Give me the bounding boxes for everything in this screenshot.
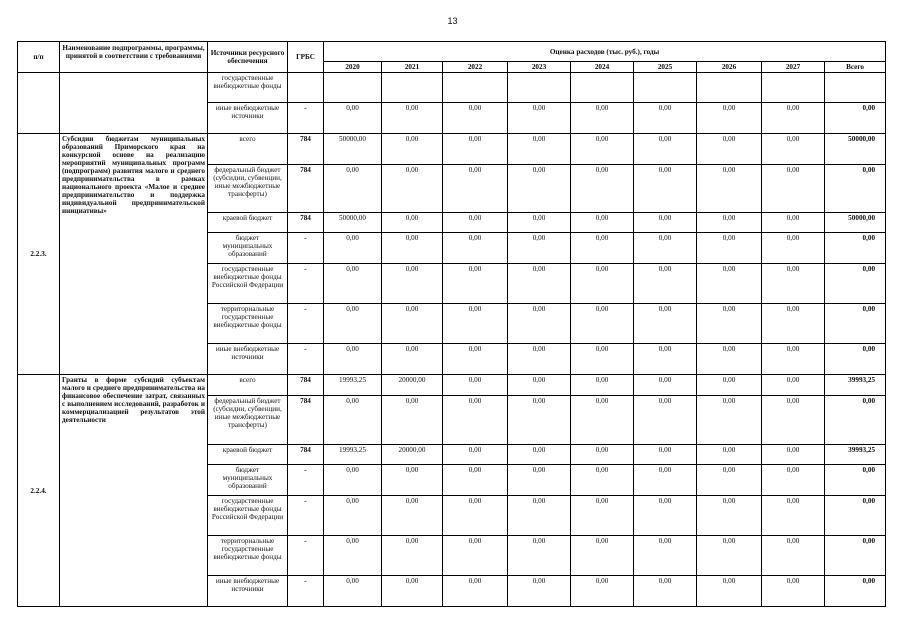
year-value: 0,00: [382, 396, 443, 445]
year-value: 0,00: [762, 375, 825, 396]
year-value: 0,00: [443, 304, 508, 344]
year-value: 0,00: [571, 375, 634, 396]
year-value: [324, 73, 382, 103]
year-value: 0,00: [571, 233, 634, 264]
total-cell: 39993,25: [825, 445, 886, 465]
total-cell: 0,00: [825, 496, 886, 536]
year-value: 0,00: [762, 264, 825, 304]
grbs-code: 784: [288, 445, 324, 465]
year-value: 0,00: [382, 264, 443, 304]
funding-source: государственные внебюджетные фонды: [208, 73, 288, 103]
year-value: 0,00: [697, 375, 762, 396]
item-code: 2.2.3.: [18, 134, 60, 375]
year-value: 0,00: [508, 465, 571, 496]
total-cell: 0,00: [825, 264, 886, 304]
year-value: 0,00: [571, 213, 634, 233]
funding-source: всего: [208, 375, 288, 396]
year-value: 0,00: [443, 344, 508, 375]
year-value: 0,00: [443, 165, 508, 213]
year-value: 0,00: [508, 496, 571, 536]
year-value: 0,00: [324, 496, 382, 536]
funding-source: иные внебюджетные источники: [208, 344, 288, 375]
year-value: 0,00: [324, 536, 382, 576]
grbs-code: -: [288, 304, 324, 344]
funding-source: иные внебюджетные источники: [208, 576, 288, 607]
year-value: 20000,00: [382, 375, 443, 396]
header-source: Источники ресурсного обеспечения: [208, 42, 288, 73]
year-value: 0,00: [762, 304, 825, 344]
total-cell: 50000,00: [825, 134, 886, 165]
year-value: 0,00: [382, 344, 443, 375]
total-cell: 50000,00: [825, 213, 886, 233]
year-value: 0,00: [571, 304, 634, 344]
year-value: 0,00: [634, 445, 697, 465]
funding-source: территориальные государственные внебюджетные фонды: [208, 536, 288, 576]
year-value: 0,00: [634, 465, 697, 496]
grbs-code: 784: [288, 213, 324, 233]
year-value: 20000,00: [382, 445, 443, 465]
total-cell: 39993,25: [825, 375, 886, 396]
header-year: Всего: [825, 62, 886, 73]
year-value: 0,00: [324, 576, 382, 607]
header-estimate: Оценка расходов (тыс. руб.), годы: [324, 42, 886, 62]
year-value: 0,00: [508, 134, 571, 165]
year-value: 0,00: [697, 233, 762, 264]
year-value: 0,00: [762, 496, 825, 536]
year-value: 0,00: [382, 213, 443, 233]
year-value: 0,00: [443, 264, 508, 304]
year-value: 0,00: [762, 134, 825, 165]
year-value: 0,00: [324, 103, 382, 134]
header-year: 2020: [324, 62, 382, 73]
grbs-code: -: [288, 264, 324, 304]
year-value: 0,00: [762, 233, 825, 264]
item-name: Субсидии бюджетам муниципальных образований Приморского края на конкурсной основе на реализацию мероприятий муниципальных программ (подпрограмм) развития малого и среднего предпринимательства в рамках национального проекта «Малое и среднее предпринимательство и поддержка индивидуальной предпринимательской инициативы»: [60, 134, 208, 375]
year-value: 0,00: [443, 536, 508, 576]
year-value: 0,00: [697, 576, 762, 607]
year-value: 0,00: [762, 396, 825, 445]
table-row: [18, 134, 886, 165]
year-value: 0,00: [571, 576, 634, 607]
year-value: 0,00: [443, 465, 508, 496]
year-value: 0,00: [324, 165, 382, 213]
total-cell: 0,00: [825, 576, 886, 607]
name-cell: [60, 73, 208, 134]
year-value: 0,00: [697, 396, 762, 445]
year-value: 0,00: [382, 304, 443, 344]
total-cell: 0,00: [825, 233, 886, 264]
grbs-code: -: [288, 465, 324, 496]
year-value: 0,00: [634, 304, 697, 344]
funding-source: государственные внебюджетные фонды Российской Федерации: [208, 496, 288, 536]
total-cell: [825, 73, 886, 103]
year-value: 0,00: [382, 536, 443, 576]
year-value: 50000,00: [324, 213, 382, 233]
year-value: 0,00: [697, 445, 762, 465]
funding-source: федеральный бюджет (субсидии, субвенции, иные межбюджетные трансферты): [208, 396, 288, 445]
year-value: 19993,25: [324, 375, 382, 396]
table-row: [18, 73, 886, 103]
funding-source: федеральный бюджет (субсидии, субвенции, иные межбюджетные трансферты): [208, 165, 288, 213]
funding-source: бюджет муниципальных образований: [208, 233, 288, 264]
year-value: 0,00: [634, 496, 697, 536]
year-value: 0,00: [508, 375, 571, 396]
year-value: 0,00: [697, 304, 762, 344]
year-value: [697, 73, 762, 103]
year-value: 0,00: [443, 213, 508, 233]
year-value: [762, 73, 825, 103]
year-value: 0,00: [762, 465, 825, 496]
year-value: 0,00: [382, 576, 443, 607]
year-value: 0,00: [382, 103, 443, 134]
funding-source: иные внебюджетные источники: [208, 103, 288, 134]
table-row: [18, 375, 886, 396]
year-value: 0,00: [697, 496, 762, 536]
header-year: 2025: [634, 62, 697, 73]
funding-source: краевой бюджет: [208, 213, 288, 233]
year-value: [634, 73, 697, 103]
year-value: 0,00: [443, 134, 508, 165]
year-value: 0,00: [324, 264, 382, 304]
year-value: 0,00: [697, 165, 762, 213]
year-value: 0,00: [634, 134, 697, 165]
year-value: 0,00: [697, 465, 762, 496]
year-value: 0,00: [382, 465, 443, 496]
header-year: 2027: [762, 62, 825, 73]
grbs-code: -: [288, 496, 324, 536]
year-value: 0,00: [508, 304, 571, 344]
grbs-code: 784: [288, 375, 324, 396]
year-value: 0,00: [443, 103, 508, 134]
year-value: 0,00: [508, 103, 571, 134]
year-value: 0,00: [324, 304, 382, 344]
header-year: 2021: [382, 62, 443, 73]
year-value: 0,00: [571, 536, 634, 576]
year-value: 0,00: [324, 344, 382, 375]
year-value: 0,00: [634, 165, 697, 213]
year-value: 0,00: [571, 264, 634, 304]
year-value: 0,00: [508, 213, 571, 233]
year-value: 0,00: [508, 396, 571, 445]
total-cell: 0,00: [825, 165, 886, 213]
header-number: п/п: [18, 42, 60, 73]
header-name: Наименование подпрограммы, программы, принятой в соответствии с требованиями: [60, 42, 208, 73]
year-value: 0,00: [571, 396, 634, 445]
funding-source: краевой бюджет: [208, 445, 288, 465]
year-value: 0,00: [571, 103, 634, 134]
year-value: 0,00: [697, 536, 762, 576]
year-value: 0,00: [443, 375, 508, 396]
year-value: 0,00: [571, 165, 634, 213]
year-value: 0,00: [697, 103, 762, 134]
year-value: 0,00: [697, 344, 762, 375]
year-value: 0,00: [762, 103, 825, 134]
header-grbs: ГРБС: [288, 42, 324, 73]
year-value: 0,00: [634, 264, 697, 304]
total-cell: 0,00: [825, 304, 886, 344]
year-value: 0,00: [762, 536, 825, 576]
year-value: 0,00: [634, 396, 697, 445]
year-value: 0,00: [571, 344, 634, 375]
year-value: 0,00: [634, 213, 697, 233]
funding-source: государственные внебюджетные фонды Российской Федерации: [208, 264, 288, 304]
year-value: 0,00: [634, 536, 697, 576]
year-value: 0,00: [508, 344, 571, 375]
table-body: [18, 73, 886, 607]
year-value: 0,00: [762, 165, 825, 213]
header-year: 2024: [571, 62, 634, 73]
year-value: 0,00: [508, 445, 571, 465]
header-year: 2026: [697, 62, 762, 73]
year-value: 0,00: [762, 213, 825, 233]
grbs-code: [288, 73, 324, 103]
grbs-code: -: [288, 344, 324, 375]
year-value: 0,00: [634, 344, 697, 375]
year-value: 0,00: [324, 233, 382, 264]
total-cell: 0,00: [825, 465, 886, 496]
year-value: 0,00: [324, 465, 382, 496]
year-value: 0,00: [443, 496, 508, 536]
year-value: 0,00: [508, 264, 571, 304]
funding-source: всего: [208, 134, 288, 165]
grbs-code: -: [288, 576, 324, 607]
total-cell: 0,00: [825, 103, 886, 134]
year-value: [382, 73, 443, 103]
grbs-code: -: [288, 233, 324, 264]
grbs-code: 784: [288, 165, 324, 213]
year-value: 0,00: [508, 165, 571, 213]
year-value: 19993,25: [324, 445, 382, 465]
year-value: 0,00: [443, 396, 508, 445]
funding-source: бюджет муниципальных образований: [208, 465, 288, 496]
year-value: 0,00: [697, 264, 762, 304]
header-year: 2022: [443, 62, 508, 73]
year-value: 0,00: [382, 233, 443, 264]
year-value: 0,00: [571, 445, 634, 465]
year-value: 0,00: [634, 103, 697, 134]
year-value: 0,00: [697, 213, 762, 233]
year-value: 0,00: [382, 165, 443, 213]
grbs-code: -: [288, 536, 324, 576]
header-year: 2023: [508, 62, 571, 73]
year-value: 0,00: [762, 445, 825, 465]
year-value: 0,00: [443, 445, 508, 465]
year-value: 0,00: [382, 134, 443, 165]
year-value: [508, 73, 571, 103]
year-value: 50000,00: [324, 134, 382, 165]
year-value: 0,00: [443, 576, 508, 607]
year-value: 0,00: [697, 134, 762, 165]
year-value: 0,00: [634, 576, 697, 607]
year-value: 0,00: [324, 396, 382, 445]
grbs-code: -: [288, 103, 324, 134]
total-cell: 0,00: [825, 396, 886, 445]
year-value: 0,00: [508, 536, 571, 576]
number-cell: [18, 73, 60, 134]
item-name: Гранты в форме субсидий субъектам малого и среднего предпринимательства на финансовое обеспечение затрат, связанных с выполнением исследований, разработок и коммерциализацией результатов этой деятельности: [60, 375, 208, 607]
year-value: 0,00: [443, 233, 508, 264]
year-value: 0,00: [571, 134, 634, 165]
year-value: 0,00: [634, 375, 697, 396]
year-value: 0,00: [508, 576, 571, 607]
year-value: 0,00: [762, 576, 825, 607]
year-value: 0,00: [382, 496, 443, 536]
year-value: [571, 73, 634, 103]
funding-source: территориальные государственные внебюджетные фонды: [208, 304, 288, 344]
budget-table: [17, 41, 886, 607]
grbs-code: 784: [288, 396, 324, 445]
year-value: 0,00: [762, 344, 825, 375]
total-cell: 0,00: [825, 344, 886, 375]
page-number: 13: [447, 16, 458, 26]
item-code: 2.2.4.: [18, 375, 60, 607]
total-cell: 0,00: [825, 536, 886, 576]
year-value: 0,00: [571, 496, 634, 536]
year-value: 0,00: [508, 233, 571, 264]
year-value: 0,00: [571, 465, 634, 496]
year-value: 0,00: [634, 233, 697, 264]
grbs-code: 784: [288, 134, 324, 165]
year-value: [443, 73, 508, 103]
